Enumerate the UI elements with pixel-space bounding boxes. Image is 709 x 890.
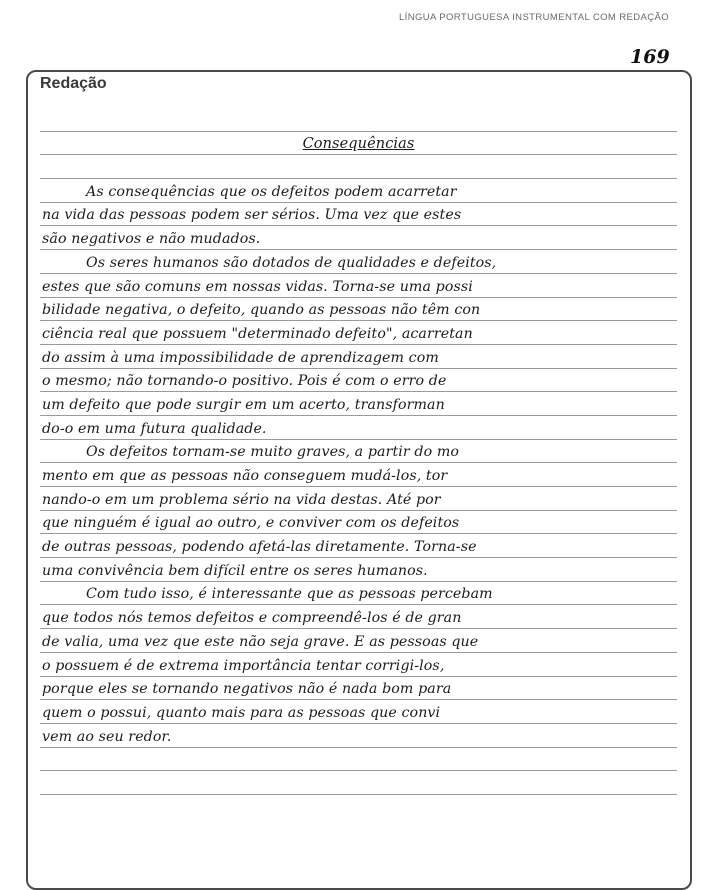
essay-line (40, 250, 677, 274)
essay-line (40, 440, 677, 464)
page-number: 169 (630, 46, 670, 68)
running-header: LÍNGUA PORTUGUESA INSTRUMENTAL COM REDAÇÃO (399, 12, 669, 23)
essay-line-text: de valia, uma vez que este não seja grave. E as pessoas que (42, 633, 479, 650)
essay-line (40, 629, 677, 653)
essay-line-text: o possuem é de extrema importância tentar corrigi-los, (42, 657, 445, 674)
essay-line-text: estes que são comuns em nossas vidas. Torna-se uma possi (42, 278, 473, 295)
essay-title-line (40, 132, 677, 156)
essay-line-text: Os seres humanos são dotados de qualidades e defeitos, (86, 254, 497, 271)
essay-line-text: uma convivência bem difícil entre os seres humanos. (42, 562, 428, 579)
essay-line-text: de outras pessoas, podendo afetá-las diretamente. Torna-se (42, 539, 477, 556)
essay-line (40, 392, 677, 416)
essay-line-text: ciência real que possuem "determinado defeito", acarretan (42, 325, 473, 342)
essay-line-text: do-o em uma futura qualidade. (42, 420, 267, 437)
blank-line (40, 108, 677, 132)
essay-line-text: um defeito que pode surgir em um acerto, transforman (42, 396, 445, 413)
essay-line-text: que todos nós temos defeitos e compreendê-los é de gran (42, 610, 462, 627)
essay-line-text: são negativos e não mudados. (42, 231, 261, 248)
essay-line-text: o mesmo; não tornando-o positivo. Pois é com o erro de (42, 373, 447, 390)
essay-line (40, 203, 677, 227)
essay-line-text: Os defeitos tornam-se muito graves, a partir do mo (86, 444, 460, 461)
essay-line (40, 345, 677, 369)
essay-line-text: bilidade negativa, o defeito, quando as pessoas não têm con (42, 302, 481, 319)
essay-line (40, 700, 677, 724)
essay-line-text: nando-o em um problema sério na vida destas. Até por (42, 491, 441, 508)
essay-line (40, 677, 677, 701)
essay-line (40, 298, 677, 322)
essay-line (40, 179, 677, 203)
essay-line-text: do assim à uma impossibilidade de aprendizagem com (42, 349, 439, 366)
blank-line (40, 771, 677, 795)
essay-line (40, 558, 677, 582)
essay-line (40, 274, 677, 298)
essay-line (40, 369, 677, 393)
essay-line (40, 605, 677, 629)
essay-line (40, 463, 677, 487)
blank-line (40, 155, 677, 179)
essay-line (40, 416, 677, 440)
essay-line (40, 582, 677, 606)
essay-line-text: que ninguém é igual ao outro, e conviver com os defeitos (42, 515, 460, 532)
essay-line (40, 487, 677, 511)
essay-line (40, 724, 677, 748)
essay-line (40, 534, 677, 558)
essay-title: Consequências (302, 136, 415, 153)
essay-line (40, 653, 677, 677)
essay-line-text: mento em que as pessoas não conseguem mudá-los, tor (42, 468, 448, 484)
essay-line (40, 511, 677, 535)
essay-line (40, 226, 677, 250)
section-title: Redação (40, 75, 107, 92)
essay-line-text: As consequências que os defeitos podem acarretar (86, 183, 457, 200)
essay-line-text: vem ao seu redor. (42, 728, 172, 745)
essay-line-text: porque eles se tornando negativos não é nada bom para (42, 681, 452, 698)
essay-line-text: na vida das pessoas podem ser sérios. Uma vez que estes (42, 207, 462, 224)
essay-line-text: quem o possui, quanto mais para as pessoas que convi (42, 704, 441, 721)
essay-line (40, 321, 677, 345)
blank-line (40, 748, 677, 772)
ruled-lines (40, 108, 677, 795)
essay-line-text: Com tudo isso, é interessante que as pessoas percebam (86, 586, 493, 603)
